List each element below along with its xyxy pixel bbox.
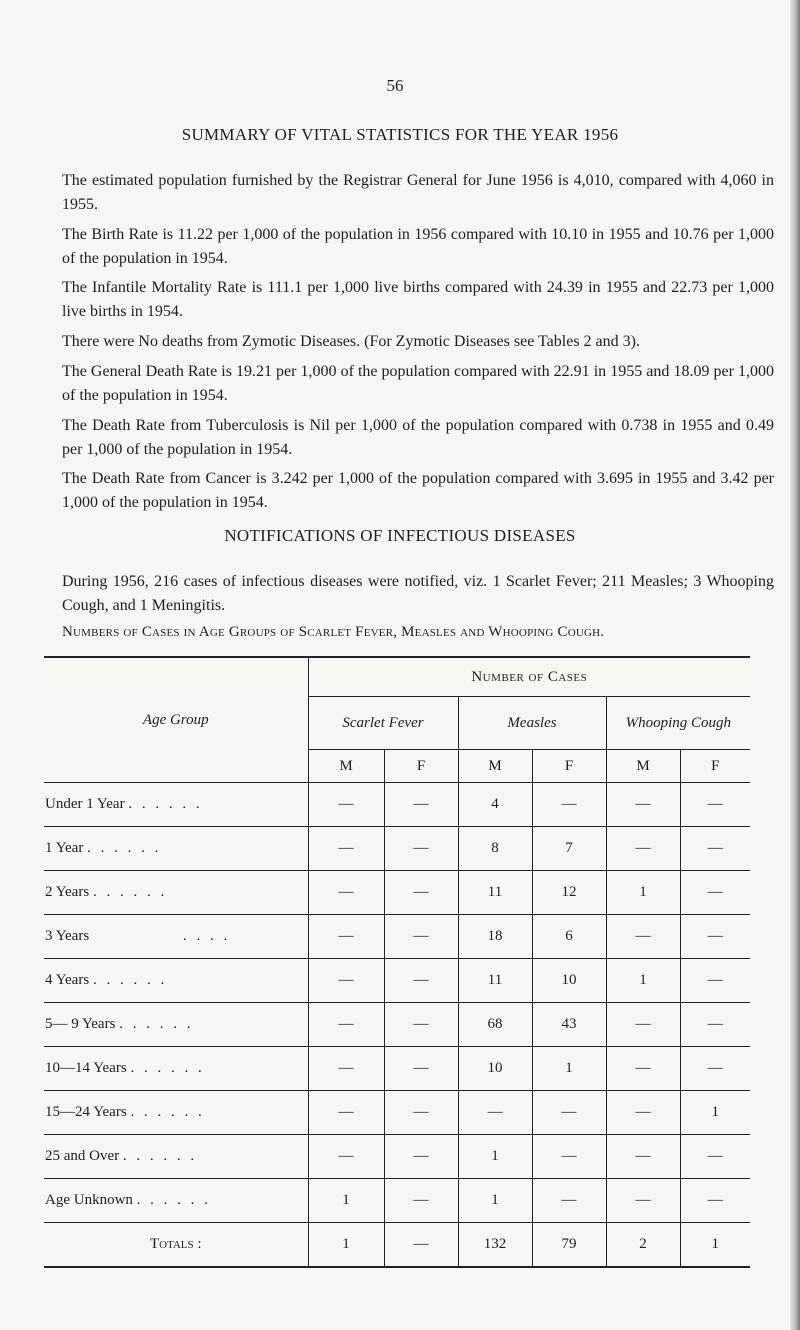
table-row [44,1003,750,1047]
leader-dots: . . . . . . [92,972,168,988]
table-cell: 8 [458,827,532,871]
sex-header: F [384,750,458,783]
table-cell: 6 [532,915,606,959]
table-row [44,783,750,827]
table-cell: 10 [458,1047,532,1091]
sex-header: M [308,750,384,783]
table-row [44,1047,750,1091]
table-cell: — [384,1179,458,1223]
table-cell: — [680,1135,750,1179]
age-label: 15—24 Years [45,1104,127,1120]
table-cell: — [308,1003,384,1047]
table-row [44,1179,750,1223]
table-cell: — [384,1003,458,1047]
table-cell: 68 [458,1003,532,1047]
table-cell: 12 [532,871,606,915]
table-row [44,1091,750,1135]
table-cell: — [308,827,384,871]
table-cell: — [384,1047,458,1091]
sex-header: F [680,750,750,783]
table-cell: — [308,959,384,1003]
table-cell: — [384,871,458,915]
table-cell: — [606,1003,680,1047]
table-cell: 43 [532,1003,606,1047]
table-cell: — [680,1003,750,1047]
age-label: 10—14 Years [45,1060,127,1076]
table-cell: — [384,783,458,827]
table-cell: — [606,1047,680,1091]
table-cell: 1 [458,1135,532,1179]
table-cell: — [680,1179,750,1223]
age-label: 2 Years [45,884,90,900]
age-group-header: Age Group [44,657,308,783]
page-edge-shadow [790,0,800,1330]
table-cell: 18 [458,915,532,959]
table-cell: — [532,1091,606,1135]
sex-header: M [458,750,532,783]
table-cell: — [308,783,384,827]
paragraph-population: The estimated population furnished by the Registrar General for June 1956 is 4,010, compared with 4,060 in 1955. [62,172,774,213]
page-title: SUMMARY OF VITAL STATISTICS FOR THE YEAR 1956 [181,125,619,144]
totals-cell: — [384,1223,458,1268]
table-caption: Numbers of Cases in Age Groups of Scarlet Fever, Measles and Whooping Cough. [62,624,605,640]
totals-cell: 132 [458,1223,532,1268]
table-cell: — [308,1047,384,1091]
paragraph-birth-rate: The Birth Rate is 11.22 per 1,000 of the population in 1956 compared with 10.10 in 1955 and 10.76 per 1,000 of the population in 1954. [62,226,774,267]
leader-dots: . . . . . . [92,884,168,900]
notifications-paragraph: During 1956, 216 cases of infectious diseases were notified, viz. 1 Scarlet Fever; 211 Measles; 3 Whooping Cough, and 1 Meningitis. [62,573,774,614]
totals-row [44,1223,750,1268]
leader-dots: . . . . . . [130,1104,205,1120]
table-cell: — [606,1091,680,1135]
table-cell: — [532,1179,606,1223]
table-cell: — [308,871,384,915]
paragraph-zymotic: There were No deaths from Zymotic Diseases. (For Zymotic Diseases see Tables 2 and 3). [62,333,640,350]
age-label: Age Unknown [45,1192,133,1208]
table-row [44,871,750,915]
table-cell: 11 [458,959,532,1003]
scarlet-fever-header: Scarlet Fever [308,697,458,750]
table-row [44,959,750,1003]
table-cell: — [680,915,750,959]
table-cell: — [458,1091,532,1135]
age-label: 4 Years [45,972,90,988]
leader-dots: . . . . . . [130,1060,205,1076]
leader-dots: . . . . . . [136,1192,211,1208]
table-cell: 1 [606,871,680,915]
table-cell: — [308,1091,384,1135]
table-cell: — [680,959,750,1003]
table-cell: — [606,1135,680,1179]
cases-table [44,656,750,1268]
table-cell: — [680,827,750,871]
table-cell: — [384,1091,458,1135]
totals-cell: 2 [606,1223,680,1268]
table-cell: 1 [308,1179,384,1223]
table-cell: 1 [680,1091,750,1135]
table-cell: — [384,915,458,959]
table-cell: — [384,827,458,871]
table-cell: 1 [458,1179,532,1223]
sex-header: F [532,750,606,783]
table-cell: — [680,871,750,915]
table-row [44,915,750,959]
table-cell: 11 [458,871,532,915]
totals-cell: 1 [308,1223,384,1268]
table-cell: — [532,1135,606,1179]
notifications-heading: NOTIFICATIONS OF INFECTIOUS DISEASES [224,526,576,545]
table-cell: — [384,959,458,1003]
table-cell: — [680,783,750,827]
number-of-cases-header: Number of Cases [308,657,750,697]
age-label: 1 Year [45,840,84,856]
paragraph-general-death-rate: The General Death Rate is 19.21 per 1,000 of the population compared with 22.91 in 1955 and 18.09 per 1,000 of the population in 1954. [62,363,774,404]
leader-dots: . . . . [182,928,231,944]
leader-dots: . . . . . . [122,1148,198,1164]
leader-dots: . . . . . . [119,1016,194,1032]
age-label: 25 and Over [45,1148,120,1164]
totals-label: Totals : [44,1223,308,1268]
page-number: 56 [386,76,404,95]
table-cell: 7 [532,827,606,871]
table-cell: — [384,1135,458,1179]
paragraph-cancer: The Death Rate from Cancer is 3.242 per 1,000 of the population compared with 3.695 in 1955 and 3.42 per 1,000 of the population in 1954. [62,470,774,511]
table-cell: — [308,915,384,959]
table-cell: 4 [458,783,532,827]
table-cell: 1 [606,959,680,1003]
table-cell: — [532,783,606,827]
totals-cell: 1 [680,1223,750,1268]
paragraph-tuberculosis: The Death Rate from Tuberculosis is Nil per 1,000 of the population compared with 0.738 in 1955 and 0.49 per 1,000 of the population in 1954. [62,417,774,458]
table-cell: — [606,915,680,959]
whooping-cough-header: Whooping Cough [606,697,750,750]
totals-cell: 79 [532,1223,606,1268]
table-row [44,1135,750,1179]
table-cell: — [680,1047,750,1091]
table-row [44,827,750,871]
table-cell: — [606,827,680,871]
table-cell: — [606,783,680,827]
measles-header: Measles [458,697,606,750]
age-label: Under 1 Year [45,796,125,812]
table-cell: 1 [532,1047,606,1091]
leader-dots: . . . . . . [128,796,203,812]
age-label: 5— 9 Years [45,1016,116,1032]
table-cell: — [606,1179,680,1223]
leader-dots: . . . . . . [87,840,162,856]
sex-header: M [606,750,680,783]
table-cell: 10 [532,959,606,1003]
table-cell: — [308,1135,384,1179]
age-label: 3 Years [45,928,90,944]
paragraph-infantile-mortality: The Infantile Mortality Rate is 111.1 per 1,000 live births compared with 24.39 in 1955 and 22.73 per 1,000 live births in 1954. [62,279,774,320]
